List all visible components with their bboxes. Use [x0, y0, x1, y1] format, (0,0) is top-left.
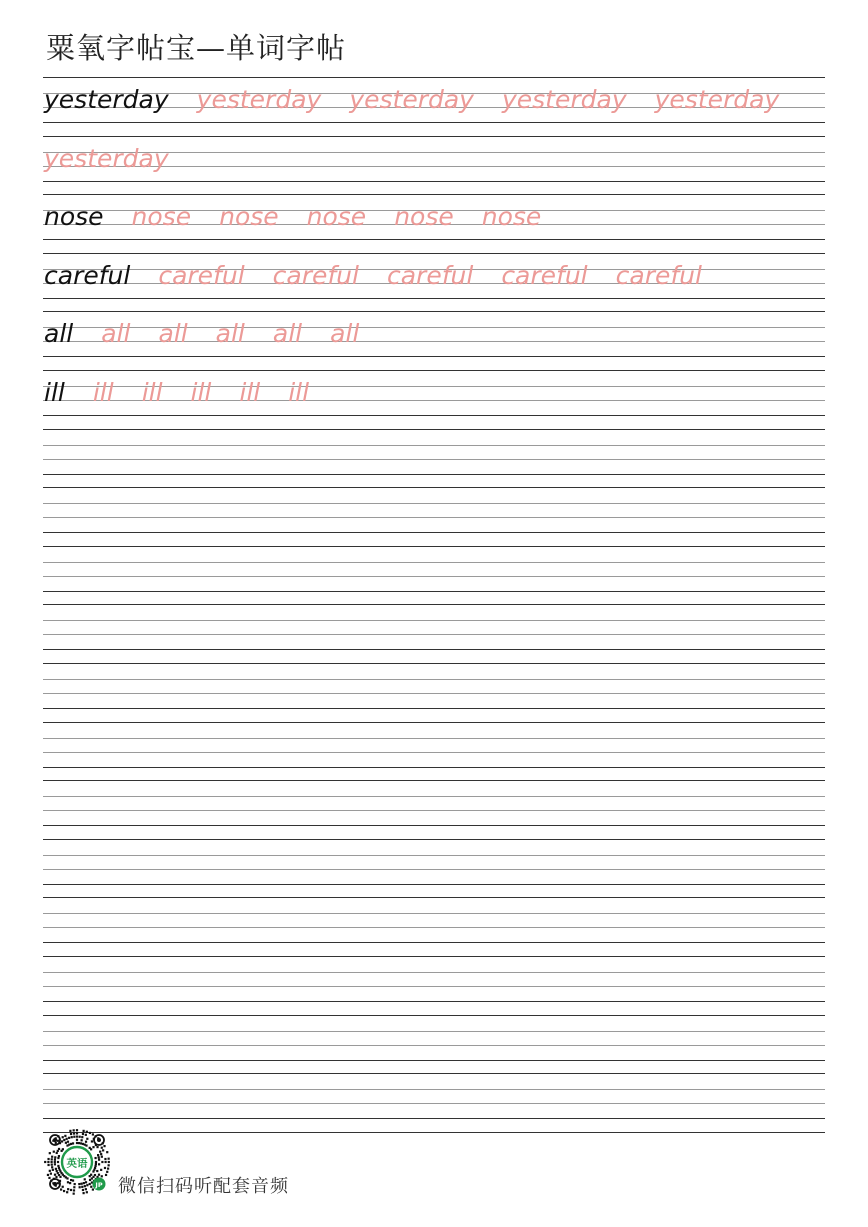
ruled-line [43, 546, 825, 547]
writing-band [43, 77, 825, 136]
qr-badge-label: JP [95, 1180, 103, 1189]
trace-word: ill [92, 377, 114, 407]
ruled-line [43, 1015, 825, 1016]
ruled-line [43, 722, 825, 723]
ruled-line [43, 913, 825, 914]
ruled-line [43, 591, 825, 592]
writing-band [43, 487, 825, 546]
writing-band [43, 546, 825, 605]
ruled-line [43, 752, 825, 753]
trace-word: all [158, 319, 188, 349]
ruled-line [43, 122, 825, 123]
trace-word: all [101, 319, 131, 349]
ruled-line [43, 1132, 825, 1133]
ruled-line [43, 487, 825, 488]
trace-word: yesterday [654, 85, 780, 114]
ruled-line [43, 663, 825, 664]
ruled-line [43, 604, 825, 605]
ruled-line [43, 810, 825, 811]
trace-word: yesterday [501, 85, 627, 114]
ruled-line [43, 884, 825, 885]
ruled-line [43, 503, 825, 504]
writing-band [43, 780, 825, 839]
trace-word: ill [141, 377, 163, 407]
trace-word: careful [158, 260, 245, 290]
ruled-line [43, 194, 825, 195]
ruled-line [43, 298, 825, 299]
ruled-line [43, 356, 825, 357]
ruled-line [43, 825, 825, 826]
trace-word: careful [272, 260, 359, 290]
trace-word: yesterday [196, 85, 322, 114]
ruled-line [43, 1073, 825, 1074]
ruled-line [43, 780, 825, 781]
trace-word: ill [288, 377, 310, 407]
ruled-line [43, 1001, 825, 1002]
ruled-line [43, 1060, 825, 1061]
ruled-line [43, 311, 825, 312]
ruled-line [43, 855, 825, 856]
ruled-line [43, 445, 825, 446]
writing-band [43, 956, 825, 1015]
trace-word: nose [219, 202, 279, 232]
ruled-line [43, 693, 825, 694]
writing-band [43, 1073, 825, 1132]
model-word: nose [44, 202, 104, 232]
trace-word: all [330, 319, 360, 349]
writing-band [43, 311, 825, 370]
writing-band [43, 136, 825, 195]
trace-word: ill [239, 377, 261, 407]
scan-instruction: 微信扫码听配套音频 [118, 1176, 289, 1197]
writing-band [43, 253, 825, 312]
ruled-line [43, 972, 825, 973]
trace-word: yesterday [44, 143, 169, 173]
ruled-line [43, 927, 825, 928]
ruled-line [43, 897, 825, 898]
ruled-line [43, 1031, 825, 1032]
trace-word: careful [386, 260, 474, 290]
writing-band [43, 1015, 825, 1074]
ruled-line [43, 738, 825, 739]
ruled-line [43, 370, 825, 371]
ruled-line [43, 839, 825, 840]
ruled-line [43, 239, 825, 240]
ruled-line [43, 1089, 825, 1090]
writing-band [43, 897, 825, 956]
ruled-line [43, 415, 825, 416]
trace-word: ill [190, 377, 212, 407]
ruled-line [43, 942, 825, 943]
trace-word: all [215, 319, 245, 349]
model-word: all [44, 319, 74, 349]
ruled-line [43, 136, 825, 137]
trace-word: nose [394, 202, 454, 232]
ruled-line [43, 1103, 825, 1104]
trace-word: careful [501, 260, 588, 290]
ruled-line [43, 956, 825, 957]
writing-sheet [43, 77, 825, 1132]
ruled-line [43, 649, 825, 650]
ruled-line [43, 576, 825, 577]
model-word: careful [44, 260, 131, 290]
ruled-line [43, 562, 825, 563]
writing-band [43, 370, 825, 429]
trace-word: all [272, 319, 303, 349]
trace-word: nose [481, 202, 542, 232]
model-word: ill [44, 377, 65, 407]
writing-band [43, 604, 825, 663]
ruled-line [43, 767, 825, 768]
trace-word: careful [615, 260, 702, 290]
page-title: 粟氧字帖宝—单词字帖 [46, 31, 347, 65]
ruled-line [43, 532, 825, 533]
ruled-line [43, 517, 825, 518]
trace-word: nose [131, 202, 192, 232]
ruled-line [43, 1045, 825, 1046]
ruled-line [43, 181, 825, 182]
ruled-line [43, 620, 825, 621]
ruled-line [43, 986, 825, 987]
ruled-line [43, 1118, 825, 1119]
qr-code-icon[interactable] [42, 1128, 112, 1198]
model-word: yesterday [44, 85, 169, 114]
ruled-line [43, 77, 825, 78]
writing-band [43, 429, 825, 488]
trace-word: yesterday [349, 85, 474, 114]
writing-band [43, 194, 825, 253]
ruled-line [43, 796, 825, 797]
ruled-line [43, 634, 825, 635]
writing-band [43, 839, 825, 898]
qr-label: 英语 [66, 1157, 88, 1170]
ruled-line [43, 429, 825, 430]
trace-word: nose [306, 202, 367, 232]
ruled-line [43, 474, 825, 475]
ruled-line [43, 708, 825, 709]
writing-band [43, 722, 825, 781]
ruled-line [43, 253, 825, 254]
ruled-line [43, 869, 825, 870]
writing-band [43, 663, 825, 722]
ruled-line [43, 459, 825, 460]
ruled-line [43, 679, 825, 680]
